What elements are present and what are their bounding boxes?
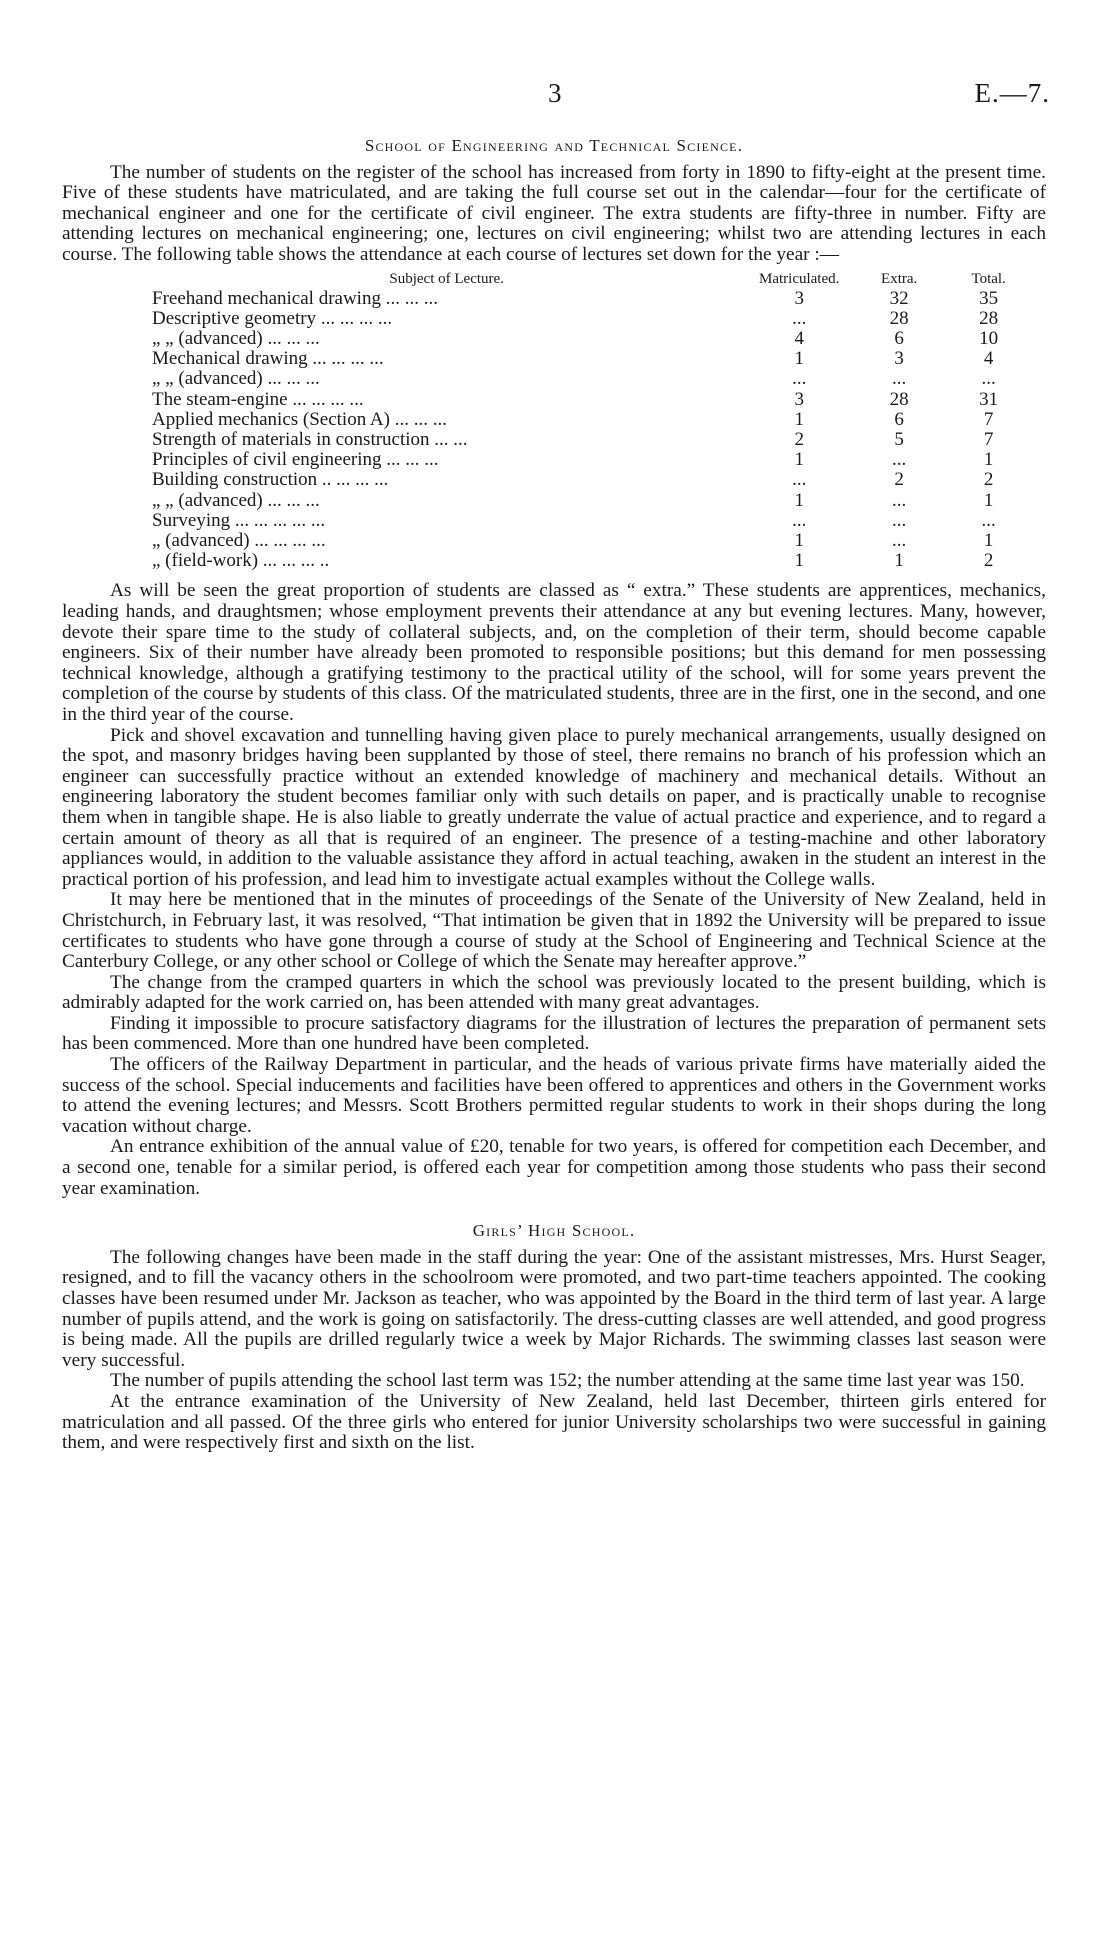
cell-extra: ... [892, 530, 907, 551]
cell-matriculated: 1 [794, 489, 804, 511]
cell-matriculated: ... [792, 469, 807, 491]
cell-matriculated: 1 [794, 408, 804, 430]
table-body [152, 289, 1036, 572]
paragraph: The change from the cramped quarters in which the school was previously located to the present building, which is admirably adapted for the work carried on, has been attended with many great advantages. [62, 971, 1046, 1014]
girls-school-paragraphs [62, 1248, 1046, 1454]
paragraph: Finding it impossible to procure satisfactory diagrams for the illustration of lectures the preparation of permanent sets has been commenced. More than one hundred have been completed. [62, 1012, 1046, 1055]
cell-subject: „ (advanced) ... ... ... ... [152, 530, 326, 551]
table-header-row [152, 270, 1036, 289]
cell-matriculated: 4 [794, 327, 804, 349]
cell-matriculated: 1 [794, 550, 804, 572]
paragraph: As will be seen the great proportion of students are classed as “ extra.” These students are apprentices, mechanics, leading hands, and draughtsmen; whose employment prevents their attendance at any but evening lectures. Many, however, devote their spare time to the study of collateral subjects, and, on the completion of their term, should become capable engineers. Six of their number have already been promoted to responsible positions; but this demand for men possessing technical knowledge, although a gratifying testimony to the practical utility of the school, will for some years prevent the completion of the course by students of this class. Of the matriculated students, three are in the first, one in the second, and one in the third year of the course. [62, 580, 1046, 725]
cell-total: 2 [983, 469, 994, 491]
cell-matriculated: 2 [794, 428, 804, 450]
cell-total: ... [981, 368, 996, 390]
table-row [152, 450, 1036, 470]
cell-extra: 1 [894, 550, 904, 572]
header-subject: Subject of Lecture. [389, 270, 504, 287]
cell-subject: „ „ (advanced) ... ... ... [152, 489, 320, 511]
cell-matriculated: 1 [794, 530, 804, 551]
cell-total: 35 [979, 287, 999, 309]
cell-subject: „ „ (advanced) ... ... ... [152, 368, 320, 390]
cell-subject: Applied mechanics (Section A) ... ... ... [152, 408, 447, 430]
cell-extra: ... [892, 489, 907, 511]
cell-subject: Descriptive geometry ... ... ... ... [152, 307, 393, 329]
cell-total: 7 [983, 428, 994, 450]
lecture-attendance-table [152, 270, 1036, 572]
cell-subject: Mechanical drawing ... ... ... ... [152, 348, 384, 370]
cell-matriculated: ... [792, 509, 807, 531]
cell-matriculated: 1 [794, 348, 804, 370]
cell-subject: Strength of materials in construction ... ... [152, 428, 468, 450]
section-title-engineering: School of Engineering and Technical Science. [364, 136, 744, 155]
table-row [152, 491, 1036, 511]
cell-total: 4 [983, 348, 994, 370]
table-row [152, 511, 1036, 531]
paragraph: The officers of the Railway Department in particular, and the heads of various private firms have materially aided the success of the school. Special inducements and facilities have been offered to apprentices and others in the Government works to attend the evening lectures; and Messrs. Scott Brothers permitted regular students to work in their shops during the long vacation without charge. [62, 1054, 1046, 1137]
cell-matriculated: ... [792, 368, 807, 390]
table-row [152, 349, 1036, 369]
cell-total: 31 [979, 388, 999, 410]
table-row [152, 551, 1036, 571]
cell-subject: Surveying ... ... ... ... ... [152, 509, 326, 531]
table-row [152, 531, 1036, 551]
paragraph: It may here be mentioned that in the minutes of proceedings of the Senate of the University of New Zealand, held in Christchurch, in February last, it was resolved, “That intimation be given that in 1892 the University will be prepared to issue certificates to students who have gone through a course of study at the School of Engineering and Technical Science at the Canterbury College, or any other school or College of which the Senate may hereafter approve.” [62, 889, 1046, 973]
cell-matriculated: 3 [794, 388, 804, 410]
paragraph: Pick and shovel excavation and tunnelling having given place to purely mechanical arrangements, usually designed on the spot, and masonry bridges having been supplanted by those of steel, there remains no branch of his profession which an engineer can successfully practice without an extended knowledge of machinery and mechanical details. Without an engineering laboratory the student becomes familiar only with such details on paper, and is practically unable to recognise them when in tangible shape. He is also liable to greatly underrate the value of actual practice and experience, and to regard a certain amount of theory as all that is required of an engineer. The presence of a testing-machine and other laboratory appliances would, in addition to the valuable assistance they afford in actual teaching, awaken in the student an interest in the practical portion of his profession, and lead him to investigate actual examples without the College walls. [62, 724, 1046, 890]
page-header [0, 78, 1114, 118]
paragraph: An entrance exhibition of the annual value of £20, tenable for two years, is offered for competition each December, and a second one, tenable for a similar period, is offered each year for competition among those students who pass their second year examination. [62, 1136, 1046, 1199]
cell-extra: 28 [889, 307, 909, 329]
cell-subject: „ „ (advanced) ... ... ... [152, 327, 320, 349]
document-body [62, 136, 1046, 1454]
cell-matriculated: 1 [794, 449, 804, 471]
cell-total: 28 [979, 307, 999, 329]
table-row [152, 329, 1036, 349]
cell-total: 2 [983, 550, 994, 572]
cell-total: 1 [983, 530, 994, 551]
cell-extra: 6 [894, 408, 904, 430]
cell-extra: ... [892, 509, 907, 531]
cell-extra: 6 [894, 327, 904, 349]
cell-subject: The steam-engine ... ... ... ... [152, 388, 364, 410]
cell-matriculated: 3 [794, 287, 804, 309]
paragraph: The number of pupils attending the school last term was 152; the number attending at the same time last year was 150. [110, 1370, 1025, 1392]
cell-extra: ... [892, 368, 907, 390]
section-title-girls-high-school: Girls’ High School. [472, 1221, 636, 1241]
table-row [152, 410, 1036, 430]
table-row [152, 309, 1036, 329]
table-row [152, 390, 1036, 410]
cell-total: ... [981, 509, 996, 531]
table-row [152, 470, 1036, 490]
table-row [152, 369, 1036, 389]
paragraph-intro: The number of students on the register of the school has increased from forty in 1890 to fifty-eight at the present time. Five of these students have matriculated, and are taking the full course set out in the calendar—four for the certificate of mechanical engineer and one for the certificate of civil engineer. The extra students are fifty-three in number. Fifty are attending lectures on mechanical engineering; one, lectures on civil engineering; whilst two are attending lectures in each course. The following table shows the attendance at each course of lectures set down for the year :— [62, 161, 1046, 265]
page-number: 3 [548, 78, 562, 108]
cell-extra: 5 [894, 428, 904, 450]
table-row [152, 289, 1036, 309]
cell-extra: 32 [889, 287, 909, 309]
cell-total: 10 [979, 327, 999, 349]
engineering-paragraphs [62, 581, 1046, 1199]
cell-subject: Principles of civil engineering ... ... ... [152, 449, 439, 471]
paragraph: At the entrance examination of the University of New Zealand, held last December, thirteen girls entered for matriculation and all passed. Of the three girls who entered for junior University scholarships two were successful in gaining them, and were respectively first and sixth on the list. [62, 1390, 1046, 1454]
cell-extra: 2 [894, 469, 904, 491]
cell-total: 7 [983, 408, 994, 430]
cell-subject: „ (field-work) ... ... ... .. [152, 550, 330, 572]
header-matriculated: Matriculated. [759, 270, 840, 287]
header-extra: Extra. [881, 270, 918, 287]
cell-extra: 3 [894, 348, 904, 370]
cell-total: 1 [983, 489, 994, 511]
cell-subject: Building construction .. ... ... ... [152, 469, 389, 491]
cell-extra: 28 [889, 388, 909, 410]
cell-subject: Freehand mechanical drawing ... ... ... [152, 287, 438, 309]
cell-total: 1 [983, 449, 994, 471]
cell-extra: ... [892, 449, 907, 471]
cell-matriculated: ... [792, 307, 807, 329]
paragraph: The following changes have been made in the staff during the year: One of the assistant mistresses, Mrs. Hurst Seager, resigned, and to fill the vacancy others in the schoolroom were promoted, and two part-time teachers appointed. The cooking classes have been resumed under Mr. Jackson as teacher, who was appointed by the Board in the third term of last year. A large number of pupils attend, and the work is going on satisfactorily. The dress-cutting classes are well attended, and good progress is being made. All the pupils are drilled regularly twice a week by Major Richards. The swimming classes last season were very successful. [62, 1246, 1046, 1371]
header-total: Total. [971, 270, 1006, 287]
table-row [152, 430, 1036, 450]
document-code: E.—7. [974, 78, 1050, 108]
